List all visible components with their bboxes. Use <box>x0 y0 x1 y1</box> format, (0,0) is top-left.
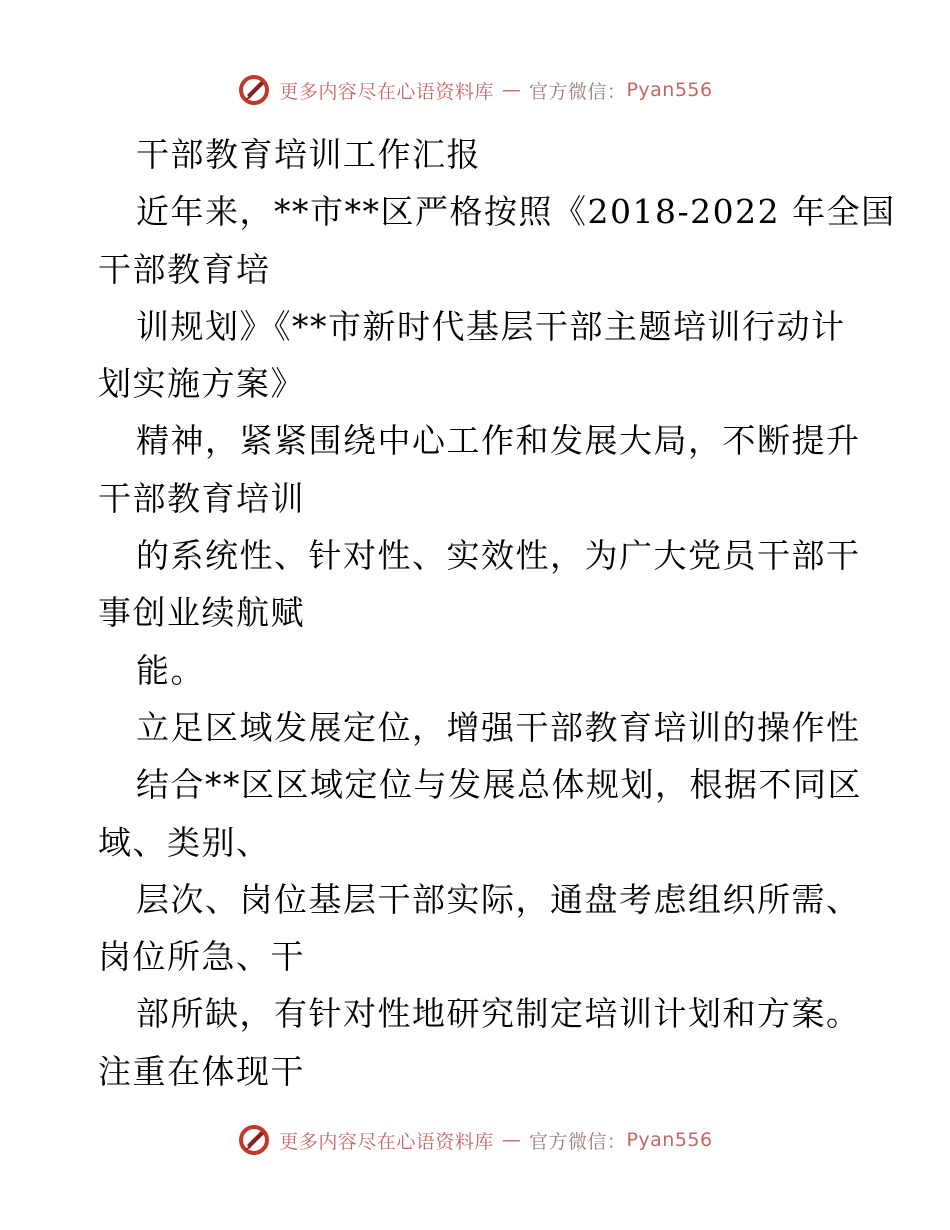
watermark-official: 官方微信： <box>528 1130 627 1153</box>
watermark-separator: — <box>501 1129 521 1151</box>
text-line: 注重在体现干 <box>98 1051 305 1091</box>
watermark-text: 更多内容尽在心语资料库 <box>279 80 494 103</box>
text-line: 立足区域发展定位，增强干部教育培训的操作性 <box>136 707 861 747</box>
text-line: 岗位所急、干 <box>98 937 305 977</box>
text-line: 域、类别、 <box>98 822 271 862</box>
text-line: 干部教育培训工作汇报 <box>136 135 481 174</box>
text-line: 事创业续航赋 <box>98 593 305 633</box>
header-watermark <box>0 72 950 108</box>
watermark-official: 官方微信： <box>528 80 627 103</box>
watermark-text: 更多内容尽在心语资料库 <box>279 1130 494 1153</box>
text-line: 部所缺，有针对性地研究制定培训计划和方案。 <box>136 994 861 1034</box>
watermark-separator: — <box>501 79 521 101</box>
watermark-wechat: Pyan556 <box>626 79 713 101</box>
text-line: 精神，紧紧围绕中心工作和发展大局，不断提升 <box>136 421 861 461</box>
document-body <box>98 126 896 1100</box>
watermark-wechat: Pyan556 <box>626 1129 713 1151</box>
text-line: 结合**区区域定位与发展总体规划，根据不同区 <box>136 765 862 805</box>
logo-icon <box>237 73 271 107</box>
logo-icon <box>237 1123 271 1157</box>
text-line: 层次、岗位基层干部实际，通盘考虑组织所需、 <box>136 879 861 919</box>
text-line: 能。 <box>136 650 205 690</box>
text-line: 近年来，**市**区严格按照《2018-2022 年全国 <box>136 192 896 232</box>
text-line: 干部教育培训 <box>98 478 305 518</box>
text-line: 干部教育培 <box>98 249 271 289</box>
text-line: 的系统性、针对性、实效性，为广大党员干部干 <box>136 536 861 576</box>
text-line: 划实施方案》 <box>98 364 305 404</box>
footer-watermark <box>0 1122 950 1158</box>
text-line: 训规划》《**市新时代基层干部主题培训行动计 <box>136 306 846 346</box>
